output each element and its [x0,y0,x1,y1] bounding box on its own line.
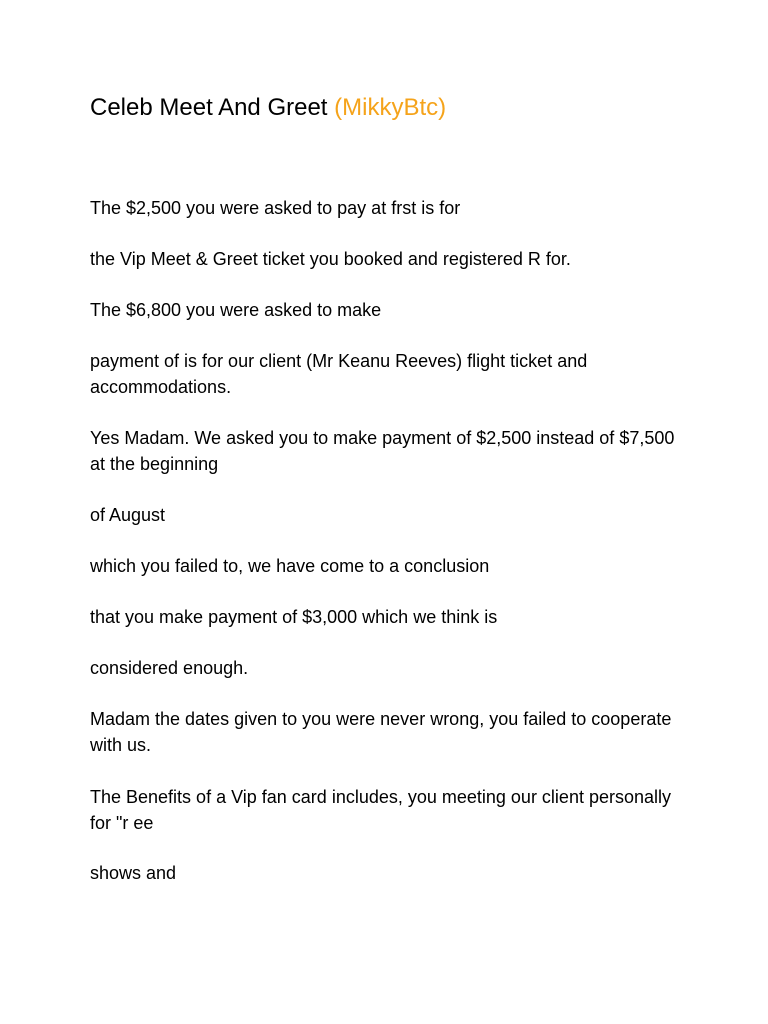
paragraph: Madam the dates given to you were never wrong, you failed to cooperate with us. [90,709,672,755]
document-title [90,92,446,124]
paragraph: The $6,800 you were asked to make [90,300,382,320]
paragraph: considered enough. [90,658,249,678]
paragraph: that you make payment of $3,000 which we think is [90,607,498,627]
paragraph: of August [90,505,166,525]
paragraph: shows and [90,863,177,883]
paragraph: Yes Madam. We asked you to make payment of $2,500 instead of $7,500 at the beginning [90,428,675,474]
title-accent: (MikkyBtc) [334,94,447,121]
paragraph: The Benefits of a Vip fan card includes, you meeting our client personally for "r ee [90,787,672,833]
paragraph: the Vip Meet & Greet ticket you booked and registered R for. [90,249,571,269]
title-text: Celeb Meet And Greet [90,94,328,121]
paragraph: The $2,500 you were asked to pay at frst is for [90,198,461,218]
paragraph: payment of is for our client (Mr Keanu Reeves) flight ticket and accommodations. [90,351,588,397]
paragraph: which you failed to, we have come to a conclusion [90,556,490,576]
